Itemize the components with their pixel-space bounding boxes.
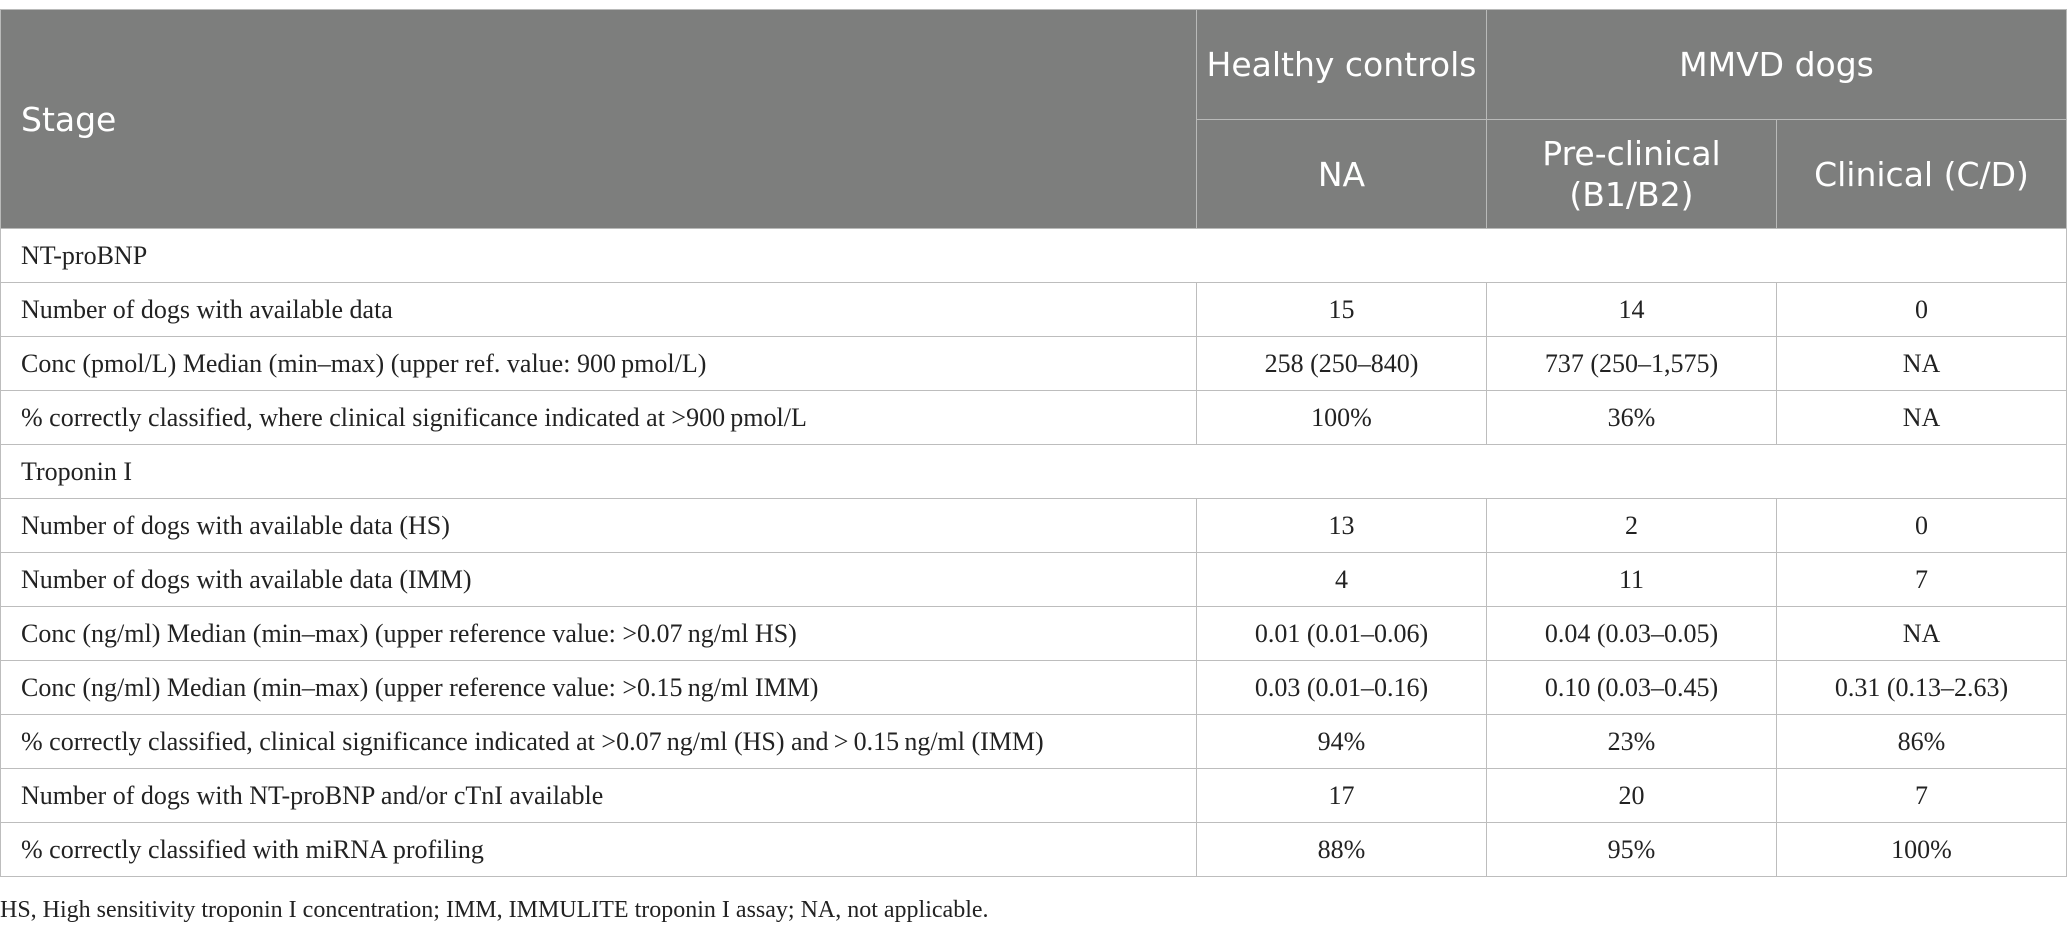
cell-clinical: 0	[1777, 283, 2067, 337]
cell-healthy: 13	[1197, 499, 1487, 553]
cell-healthy: 94%	[1197, 715, 1487, 769]
cell-preclinical: 14	[1487, 283, 1777, 337]
header-mmvd-dogs: MMVD dogs	[1487, 10, 2067, 120]
header-clinical: Clinical (C/D)	[1777, 120, 2067, 229]
cell-preclinical: 20	[1487, 769, 1777, 823]
table-row	[1, 661, 2067, 715]
cell-preclinical: 23%	[1487, 715, 1777, 769]
table-row	[1, 607, 2067, 661]
table-row	[1, 823, 2067, 877]
table-header	[1, 10, 2067, 229]
cell-healthy: 88%	[1197, 823, 1487, 877]
cell-preclinical: 0.10 (0.03–0.45)	[1487, 661, 1777, 715]
cell-clinical: 100%	[1777, 823, 2067, 877]
header-stage: Stage	[1, 10, 1197, 229]
table-row	[1, 337, 2067, 391]
row-label: % correctly classified, where clinical significance indicated at >900 pmol/L	[1, 391, 1197, 445]
cell-healthy: 0.03 (0.01–0.16)	[1197, 661, 1487, 715]
cell-healthy: 100%	[1197, 391, 1487, 445]
header-healthy-na: NA	[1197, 120, 1487, 229]
row-label: Conc (pmol/L) Median (min–max) (upper ref. value: 900 pmol/L)	[1, 337, 1197, 391]
row-label: Number of dogs with available data (IMM)	[1, 553, 1197, 607]
table-row	[1, 553, 2067, 607]
section-title-ntprobnp: NT-proBNP	[1, 229, 2067, 283]
cell-healthy: 258 (250–840)	[1197, 337, 1487, 391]
table-row	[1, 499, 2067, 553]
cell-preclinical: 36%	[1487, 391, 1777, 445]
cell-healthy: 4	[1197, 553, 1487, 607]
row-label: Number of dogs with NT-proBNP and/or cTnI available	[1, 769, 1197, 823]
table-row	[1, 391, 2067, 445]
cell-preclinical: 2	[1487, 499, 1777, 553]
table-row	[1, 283, 2067, 337]
cell-clinical: 0	[1777, 499, 2067, 553]
cell-clinical: 0.31 (0.13–2.63)	[1777, 661, 2067, 715]
table-row	[1, 769, 2067, 823]
row-label: Conc (ng/ml) Median (min–max) (upper reference value: >0.15 ng/ml IMM)	[1, 661, 1197, 715]
cell-clinical: NA	[1777, 607, 2067, 661]
section-row	[1, 445, 2067, 499]
cell-healthy: 0.01 (0.01–0.06)	[1197, 607, 1487, 661]
row-label: Number of dogs with available data	[1, 283, 1197, 337]
cell-preclinical: 95%	[1487, 823, 1777, 877]
cell-clinical: NA	[1777, 337, 2067, 391]
table-body	[1, 229, 2067, 877]
header-healthy-controls: Healthy controls	[1197, 10, 1487, 120]
row-label: Number of dogs with available data (HS)	[1, 499, 1197, 553]
cell-preclinical: 0.04 (0.03–0.05)	[1487, 607, 1777, 661]
table-row	[1, 715, 2067, 769]
row-label: % correctly classified with miRNA profiling	[1, 823, 1197, 877]
cell-clinical: 7	[1777, 553, 2067, 607]
table-footnote: HS, High sensitivity troponin I concentration; IMM, IMMULITE troponin I assay; NA, not applicable.	[0, 897, 989, 923]
row-label: % correctly classified, clinical significance indicated at >0.07 ng/ml (HS) and > 0.15 ng/ml (IMM)	[1, 715, 1197, 769]
cell-clinical: 7	[1777, 769, 2067, 823]
cell-clinical: 86%	[1777, 715, 2067, 769]
results-table-container	[0, 9, 2067, 877]
cell-clinical: NA	[1777, 391, 2067, 445]
results-table	[0, 9, 2067, 877]
section-row	[1, 229, 2067, 283]
section-title-troponin: Troponin I	[1, 445, 2067, 499]
row-label: Conc (ng/ml) Median (min–max) (upper reference value: >0.07 ng/ml HS)	[1, 607, 1197, 661]
cell-healthy: 15	[1197, 283, 1487, 337]
header-preclinical: Pre-clinical (B1/B2)	[1487, 120, 1777, 229]
cell-preclinical: 737 (250–1,575)	[1487, 337, 1777, 391]
cell-healthy: 17	[1197, 769, 1487, 823]
cell-preclinical: 11	[1487, 553, 1777, 607]
